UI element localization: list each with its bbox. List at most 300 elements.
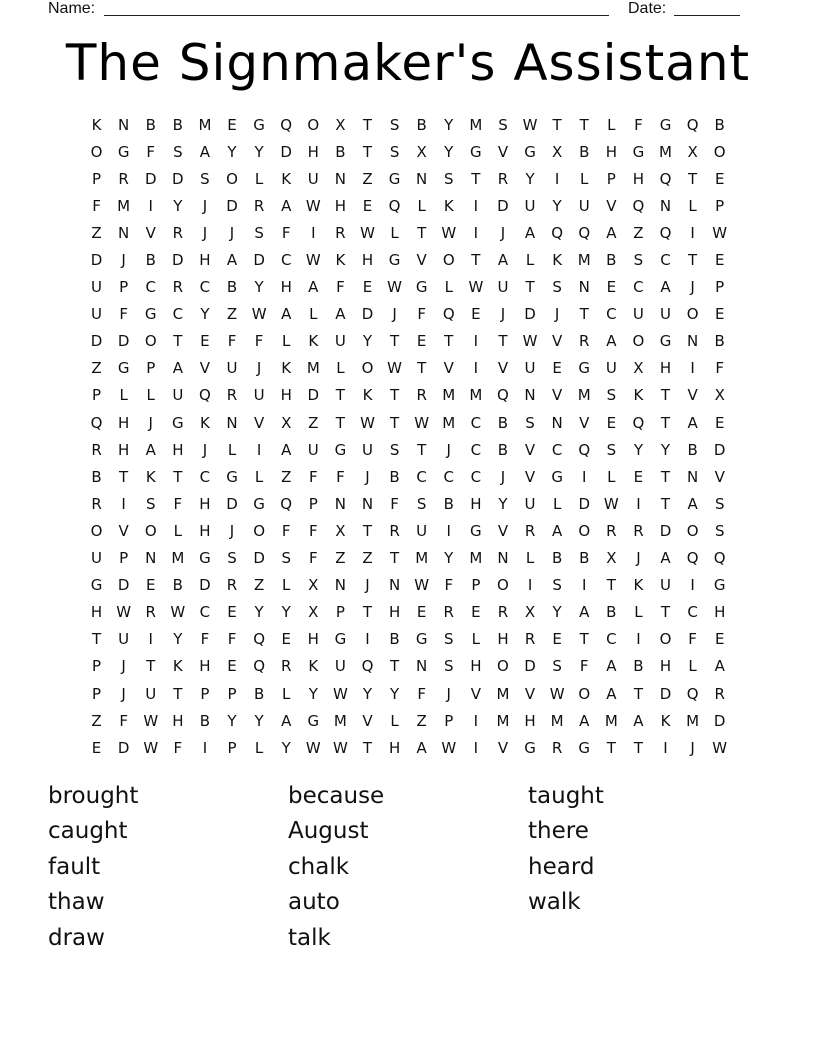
grid-letter: E <box>606 413 617 432</box>
grid-letter: P <box>92 169 102 188</box>
date-label: Date: <box>628 0 667 17</box>
grid-letter: F <box>308 521 318 540</box>
grid-letter: L <box>552 494 562 513</box>
grid-letter: I <box>473 711 479 730</box>
grid-letter: M <box>469 386 483 405</box>
grid-letter: W <box>468 278 484 297</box>
grid-letter: S <box>145 494 156 513</box>
grid-letter: T <box>633 684 643 703</box>
grid-letter: A <box>714 657 725 676</box>
grid-letter: I <box>446 521 451 540</box>
grid-letter: D <box>253 251 265 270</box>
grid-letter: P <box>606 169 616 188</box>
grid-letter: V <box>443 359 454 378</box>
grid-letter: W <box>332 738 348 757</box>
grid-letter: P <box>444 711 454 730</box>
word-list-item: brought <box>48 782 139 809</box>
grid-letter: A <box>687 494 698 513</box>
grid-letter: D <box>659 521 672 540</box>
grid-letter: E <box>606 278 617 297</box>
grid-letter: I <box>690 576 695 595</box>
grid-letter: D <box>117 576 130 595</box>
grid-letter: B <box>172 115 183 134</box>
grid-letter: T <box>606 738 616 757</box>
grid-letter: A <box>606 332 617 351</box>
grid-letter: D <box>144 169 157 188</box>
grid-letter: R <box>443 603 454 622</box>
grid-letter: H <box>199 251 211 270</box>
grid-letter: N <box>686 467 699 486</box>
grid-letter: N <box>118 115 130 134</box>
grid-letter: J <box>148 413 153 432</box>
grid-letter: Z <box>253 576 265 595</box>
grid-letter: L <box>254 169 264 188</box>
grid-letter: W <box>712 738 728 757</box>
grid-letter: M <box>496 711 510 730</box>
word-list-item: there <box>528 818 589 845</box>
grid-letter: G <box>470 521 482 540</box>
grid-letter: M <box>469 115 483 134</box>
grid-letter: N <box>334 169 346 188</box>
grid-letter: H <box>172 440 184 459</box>
grid-letter: T <box>119 467 129 486</box>
grid-letter: Y <box>660 440 671 459</box>
grid-letter: U <box>605 359 617 378</box>
grid-letter: H <box>659 657 672 676</box>
letter-grid <box>83 111 733 761</box>
grid-letter: C <box>172 305 184 324</box>
grid-letter: W <box>387 359 402 378</box>
grid-letter: G <box>334 630 347 649</box>
grid-letter: G <box>470 142 482 161</box>
grid-letter: F <box>119 711 128 730</box>
grid-letter: R <box>91 440 102 459</box>
grid-letter: L <box>336 359 345 378</box>
grid-letter: X <box>552 142 563 161</box>
grid-letter: G <box>659 115 672 134</box>
grid-letter: G <box>524 142 536 161</box>
grid-letter: Y <box>173 196 183 215</box>
grid-letter: E <box>362 196 373 215</box>
grid-letter: B <box>497 440 509 459</box>
grid-letter: W <box>143 738 159 757</box>
grid-letter: F <box>715 359 725 378</box>
grid-letter: H <box>199 657 211 676</box>
grid-letter: A <box>552 521 563 540</box>
grid-letter: T <box>389 386 400 405</box>
grid-letter: J <box>121 251 126 270</box>
grid-letter: C <box>199 467 211 486</box>
grid-letter: D <box>90 251 103 270</box>
grid-letter: Q <box>578 440 591 459</box>
grid-letter: W <box>414 413 430 432</box>
grid-letter: L <box>417 196 426 215</box>
grid-letter: K <box>633 386 644 405</box>
grid-letter: L <box>119 386 128 405</box>
grid-letter: W <box>360 223 375 242</box>
grid-letter: M <box>198 115 212 134</box>
grid-letter: D <box>497 196 509 215</box>
grid-letter: L <box>227 440 237 459</box>
grid-letter: V <box>497 521 509 540</box>
word-list-item: heard <box>528 853 595 880</box>
grid-letter: A <box>172 359 183 378</box>
grid-letter: A <box>524 223 536 242</box>
grid-letter: Q <box>551 223 564 242</box>
grid-letter: T <box>688 169 698 188</box>
header <box>48 0 748 20</box>
grid-letter: V <box>687 386 698 405</box>
grid-letter: D <box>361 305 374 324</box>
grid-letter: M <box>442 386 456 405</box>
grid-letter: Y <box>173 630 183 649</box>
grid-letter: J <box>229 223 235 242</box>
grid-letter: L <box>282 684 291 703</box>
grid-letter: J <box>636 549 641 568</box>
grid-letter: S <box>498 115 508 134</box>
word-list-item: thaw <box>48 889 105 916</box>
grid-letter: X <box>633 359 644 378</box>
grid-letter: G <box>388 169 401 188</box>
grid-letter: M <box>659 142 672 161</box>
grid-letter: T <box>362 603 373 622</box>
grid-letter: O <box>686 521 699 540</box>
grid-letter: Y <box>227 711 237 730</box>
grid-letter: X <box>416 142 427 161</box>
grid-letter: B <box>687 440 698 459</box>
grid-letter: F <box>444 576 454 595</box>
grid-letter: G <box>524 738 536 757</box>
grid-letter: A <box>660 549 671 568</box>
grid-letter: U <box>91 278 103 297</box>
grid-letter: F <box>92 196 101 215</box>
grid-letter: Z <box>362 169 373 188</box>
grid-letter: M <box>604 711 618 730</box>
grid-letter: V <box>552 386 563 405</box>
grid-letter: U <box>91 549 103 568</box>
grid-letter: Y <box>254 278 264 297</box>
grid-letter: T <box>417 359 427 378</box>
grid-letter: X <box>606 549 617 568</box>
grid-letter: I <box>311 223 316 242</box>
grid-letter: N <box>118 223 130 242</box>
grid-letter: D <box>117 738 130 757</box>
grid-letter: S <box>389 142 400 161</box>
grid-letter: D <box>307 386 320 405</box>
grid-letter: P <box>308 494 318 513</box>
grid-letter: W <box>549 684 565 703</box>
grid-letter: D <box>713 440 726 459</box>
grid-letter: Q <box>280 115 293 134</box>
grid-letter: B <box>199 711 211 730</box>
grid-letter: J <box>446 440 451 459</box>
grid-letter: O <box>253 521 266 540</box>
grid-letter: Q <box>388 196 401 215</box>
grid-letter: N <box>524 386 536 405</box>
grid-letter: E <box>714 413 725 432</box>
grid-letter: X <box>524 603 536 622</box>
grid-letter: T <box>173 684 183 703</box>
grid-letter: I <box>256 440 262 459</box>
grid-letter: P <box>335 603 345 622</box>
name-label: Name: <box>48 0 96 17</box>
grid-letter: T <box>471 251 481 270</box>
grid-letter: E <box>552 359 562 378</box>
grid-letter: T <box>660 386 671 405</box>
grid-letter: G <box>632 142 645 161</box>
grid-letter: Q <box>442 305 455 324</box>
grid-letter: E <box>714 305 725 324</box>
grid-letter: X <box>308 576 319 595</box>
grid-letter: X <box>335 521 346 540</box>
grid-letter: M <box>442 413 456 432</box>
grid-letter: Q <box>199 386 211 405</box>
grid-letter: T <box>525 278 535 297</box>
grid-letter: W <box>441 738 457 757</box>
grid-letter: T <box>146 657 156 676</box>
grid-letter: Z <box>91 359 102 378</box>
word-list-item: taught <box>528 782 604 809</box>
grid-letter: Z <box>91 223 102 242</box>
grid-letter: R <box>606 521 617 540</box>
grid-letter: G <box>578 359 591 378</box>
grid-letter: Z <box>362 549 373 568</box>
grid-letter: H <box>334 196 347 215</box>
grid-letter: G <box>172 413 184 432</box>
grid-letter: B <box>714 115 725 134</box>
grid-letter: E <box>416 332 427 351</box>
grid-letter: E <box>714 251 725 270</box>
grid-letter: H <box>361 251 374 270</box>
grid-letter: K <box>145 467 156 486</box>
grid-letter: A <box>145 440 156 459</box>
grid-letter: G <box>226 467 238 486</box>
grid-letter: U <box>524 494 536 513</box>
grid-letter: W <box>603 494 619 513</box>
grid-letter: M <box>577 386 591 405</box>
grid-letter: W <box>305 196 321 215</box>
grid-letter: Y <box>362 684 373 703</box>
grid-letter: L <box>688 196 697 215</box>
grid-letter: W <box>522 115 538 134</box>
grid-letter: J <box>446 684 451 703</box>
grid-letter: G <box>253 494 265 513</box>
grid-letter: C <box>660 251 671 270</box>
grid-letter: H <box>605 142 617 161</box>
grid-letter: Q <box>686 549 699 568</box>
grid-letter: H <box>497 630 509 649</box>
grid-letter: T <box>579 630 589 649</box>
grid-letter: V <box>524 440 536 459</box>
grid-letter: M <box>117 196 131 215</box>
grid-letter: V <box>362 711 373 730</box>
grid-letter: C <box>687 603 698 622</box>
grid-letter: Y <box>281 603 291 622</box>
grid-letter: F <box>336 467 345 486</box>
grid-letter: Z <box>281 467 292 486</box>
grid-letter: U <box>307 169 319 188</box>
grid-letter: F <box>281 521 291 540</box>
grid-letter: O <box>90 142 103 161</box>
grid-letter: G <box>415 630 428 649</box>
grid-letter: E <box>552 630 562 649</box>
grid-letter: E <box>227 603 237 622</box>
grid-letter: T <box>552 115 562 134</box>
grid-letter: Z <box>416 711 427 730</box>
grid-letter: O <box>307 115 320 134</box>
grid-letter: P <box>92 386 102 405</box>
grid-letter: V <box>552 332 563 351</box>
grid-letter: U <box>91 305 103 324</box>
grid-letter: S <box>633 251 644 270</box>
grid-letter: W <box>712 223 728 242</box>
grid-letter: T <box>389 549 400 568</box>
grid-letter: U <box>524 196 536 215</box>
grid-letter: I <box>121 494 126 513</box>
grid-letter: O <box>686 305 699 324</box>
grid-letter: M <box>469 549 483 568</box>
grid-letter: Y <box>254 142 264 161</box>
grid-letter: N <box>416 169 428 188</box>
grid-letter: O <box>578 521 591 540</box>
grid-letter: C <box>145 278 156 297</box>
grid-letter: U <box>172 386 184 405</box>
grid-letter: P <box>119 549 129 568</box>
grid-letter: Y <box>444 142 454 161</box>
grid-letter: N <box>416 657 428 676</box>
grid-letter: H <box>470 494 482 513</box>
grid-letter: D <box>117 332 130 351</box>
grid-letter: W <box>360 413 375 432</box>
grid-letter: H <box>199 494 211 513</box>
grid-letter: L <box>309 305 318 324</box>
grid-letter: X <box>335 115 346 134</box>
grid-letter: Q <box>280 494 293 513</box>
grid-letter: F <box>227 630 237 649</box>
grid-letter: Y <box>498 494 508 513</box>
grid-letter: H <box>632 169 645 188</box>
grid-letter: L <box>444 278 453 297</box>
grid-letter: M <box>415 549 429 568</box>
word-list-item: caught <box>48 818 128 845</box>
grid-letter: J <box>554 305 560 324</box>
grid-letter: R <box>579 332 590 351</box>
grid-letter: R <box>335 223 346 242</box>
date-field-line <box>674 15 740 16</box>
grid-letter: B <box>497 413 509 432</box>
grid-letter: T <box>660 413 671 432</box>
grid-letter: V <box>416 251 427 270</box>
page-title: The Signmaker's Assistant <box>65 34 751 92</box>
grid-letter: K <box>633 576 644 595</box>
grid-letter: Q <box>253 657 266 676</box>
grid-letter: L <box>390 223 399 242</box>
grid-letter: L <box>634 603 643 622</box>
grid-letter: I <box>473 359 479 378</box>
grid-letter: Y <box>254 711 264 730</box>
grid-letter: Q <box>713 549 726 568</box>
grid-letter: V <box>199 359 211 378</box>
grid-letter: R <box>172 278 184 297</box>
grid-letter: W <box>170 603 186 622</box>
grid-letter: J <box>690 738 695 757</box>
grid-letter: P <box>715 196 725 215</box>
grid-letter: V <box>524 467 536 486</box>
grid-letter: W <box>332 684 348 703</box>
grid-letter: E <box>227 657 237 676</box>
grid-letter: O <box>361 359 374 378</box>
grid-letter: M <box>306 359 320 378</box>
grid-letter: B <box>579 142 590 161</box>
grid-letter: T <box>660 467 671 486</box>
grid-letter: U <box>660 305 671 324</box>
name-field-line <box>104 15 609 16</box>
grid-letter: N <box>551 413 563 432</box>
grid-letter: W <box>305 738 321 757</box>
grid-letter: T <box>660 494 671 513</box>
grid-letter: Q <box>578 223 591 242</box>
grid-letter: K <box>281 359 292 378</box>
grid-letter: Q <box>686 115 699 134</box>
grid-letter: I <box>636 494 641 513</box>
grid-letter: C <box>633 278 644 297</box>
grid-letter: O <box>497 576 509 595</box>
grid-letter: E <box>416 603 427 622</box>
grid-letter: S <box>552 278 562 297</box>
grid-letter: H <box>307 630 319 649</box>
grid-letter: R <box>118 169 129 188</box>
grid-letter: X <box>714 386 725 405</box>
grid-letter: O <box>226 169 238 188</box>
grid-letter: P <box>471 576 481 595</box>
grid-letter: K <box>362 386 373 405</box>
grid-letter: N <box>361 494 374 513</box>
grid-letter: J <box>202 440 208 459</box>
grid-letter: I <box>148 630 153 649</box>
grid-letter: A <box>687 413 698 432</box>
grid-letter: F <box>579 657 589 676</box>
grid-letter: T <box>579 305 589 324</box>
grid-letter: U <box>660 576 671 595</box>
grid-letter: Z <box>308 413 319 432</box>
grid-letter: V <box>497 142 509 161</box>
word-list-item: talk <box>288 924 331 951</box>
grid-letter: Q <box>632 413 645 432</box>
grid-letter: D <box>659 684 672 703</box>
grid-letter: F <box>200 630 210 649</box>
grid-letter: J <box>500 467 506 486</box>
grid-letter: Y <box>552 196 562 215</box>
grid-letter: T <box>417 440 427 459</box>
grid-letter: B <box>579 549 590 568</box>
grid-letter: I <box>473 223 479 242</box>
grid-letter: T <box>389 332 400 351</box>
grid-letter: C <box>199 278 211 297</box>
grid-letter: G <box>551 467 563 486</box>
grid-letter: Y <box>308 684 318 703</box>
grid-letter: Z <box>91 711 102 730</box>
grid-letter: B <box>443 494 454 513</box>
grid-letter: G <box>144 305 157 324</box>
word-list <box>48 778 768 956</box>
grid-letter: Q <box>90 413 103 432</box>
grid-letter: I <box>473 196 479 215</box>
grid-letter: I <box>554 169 560 188</box>
grid-letter: H <box>118 440 130 459</box>
grid-letter: L <box>580 169 589 188</box>
grid-letter: J <box>121 657 126 676</box>
grid-letter: F <box>173 494 183 513</box>
